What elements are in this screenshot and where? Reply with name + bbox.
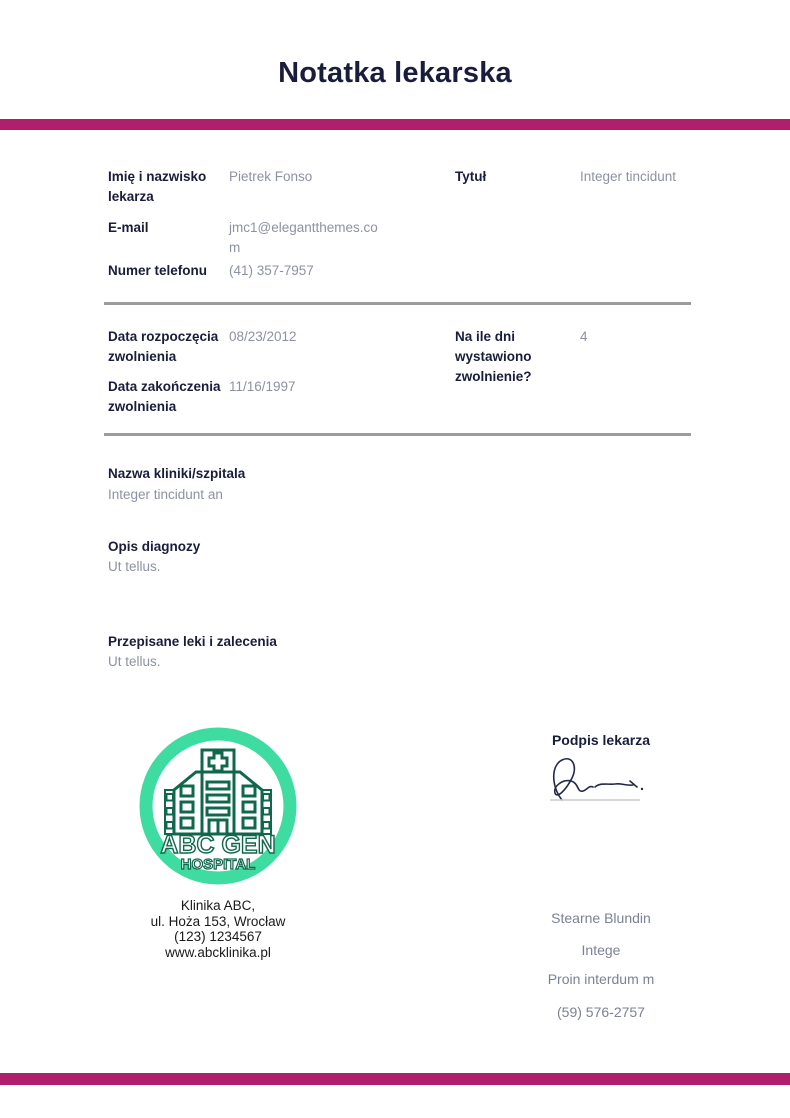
doctor-title-label: Tytuł <box>455 169 487 184</box>
prescription-value: Ut tellus. <box>108 654 161 669</box>
signature-label: Podpis lekarza <box>551 732 651 748</box>
leave-start-label: Data rozpoczęcia zwolnienia <box>108 329 219 364</box>
section-divider-2 <box>104 433 691 436</box>
doctor-name-label: Imię i nazwisko lekarza <box>108 169 207 204</box>
section-divider-1 <box>104 302 691 305</box>
hospital-logo-icon <box>138 726 298 886</box>
clinic-address <box>103 898 333 960</box>
prescription-label: Przepisane leki i zalecenia <box>108 634 277 649</box>
address-line: Klinika ABC, <box>180 898 256 913</box>
doctor-name-value: Pietrek Fonso <box>229 169 313 184</box>
footer-doctor-name: Stearne Blundin <box>551 910 651 926</box>
address-line: www.abcklinika.pl <box>165 944 271 960</box>
page-title: Notatka lekarska <box>278 57 512 89</box>
address-line: (123) 1234567 <box>174 929 262 944</box>
diagnosis-label: Opis diagnozy <box>108 539 201 554</box>
signature-icon <box>540 750 660 806</box>
footer-doctor-title: Intege <box>581 942 621 958</box>
logo-text-line2: HOSPITAL <box>180 856 256 873</box>
email-value: jmc1@elegantthemes.com <box>229 220 378 255</box>
phone-label: Numer telefonu <box>108 263 208 278</box>
phone-value: (41) 357-7957 <box>229 263 314 278</box>
leave-days-label: Na ile dni wystawiono zwolnienie? <box>455 329 532 384</box>
logo-text-line1: ABC GEN <box>160 831 276 859</box>
doctor-title-value: Integer tincidunt <box>580 169 677 184</box>
doctor-signature <box>540 750 660 806</box>
top-accent-bar <box>0 119 790 130</box>
clinic-value: Integer tincidunt an <box>108 487 223 502</box>
clinic-label: Nazwa kliniki/szpitala <box>108 466 246 481</box>
diagnosis-value: Ut tellus. <box>108 559 161 574</box>
footer-doctor-phone: (59) 576-2757 <box>557 1004 645 1020</box>
leave-days-value: 4 <box>580 329 588 344</box>
footer-doctor-specialty: Proin interdum m <box>547 971 655 987</box>
clinic-logo <box>138 726 298 886</box>
bottom-accent-bar <box>0 1073 790 1085</box>
leave-start-value: 08/23/2012 <box>229 329 297 344</box>
leave-end-value: 11/16/1997 <box>229 379 296 394</box>
address-line: ul. Hoża 153, Wrocław <box>150 913 286 929</box>
leave-end-label: Data zakończenia zwolnienia <box>108 379 221 414</box>
email-label: E-mail <box>108 220 149 235</box>
